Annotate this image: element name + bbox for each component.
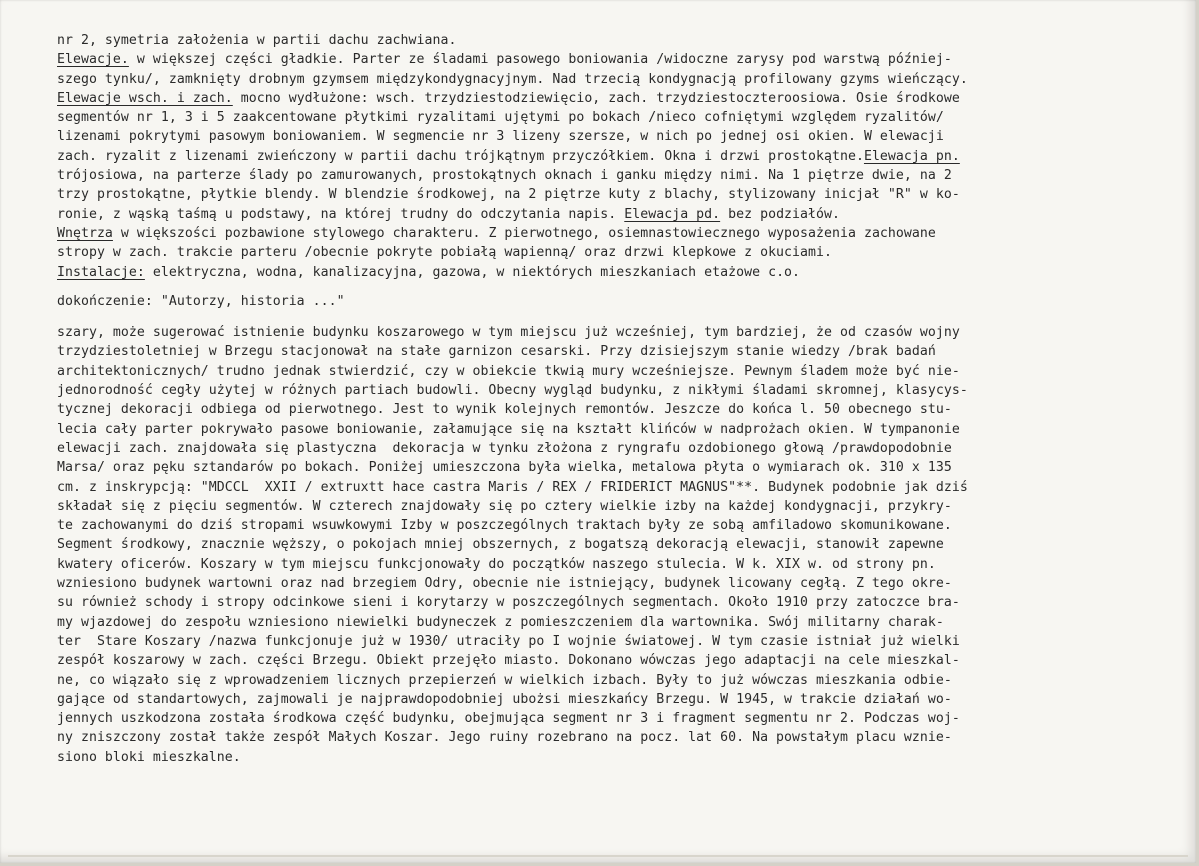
history-line: lecia cały parter pokrywało pasowe boniowanie, załamujące się na kształt klińców w nadprożach okien. W tympanonie xyxy=(57,421,960,437)
description-line xyxy=(57,185,1187,204)
continuation-note: dokończenie: "Autorzy, historia ..." xyxy=(57,293,345,309)
history-line: Segment środkowy, znacznie węższy, o pokojach mniej obszernych, z bogatszą dekoracją elewacji, stanowił zapewne xyxy=(57,537,944,553)
description-line xyxy=(57,243,1187,262)
history-line: ter Stare Koszary /nazwa funkcjonuje już w 1930/ utraciły po I wojnie światowej. W tym czasie istniał już wielki xyxy=(57,633,960,649)
history-line: jennych uszkodzona została środkowa część budynku, obejmująca segment nr 3 i fragment segmentu nr 2. Podczas woj- xyxy=(57,711,960,727)
history-line: gające od standartowych, zajmowali je najprawdopodobniej ubożsi mieszkańcy Brzegu. W 1945, w trakcie działań wo- xyxy=(57,691,952,707)
section-heading: Elewacje wsch. i zach. xyxy=(57,90,233,106)
description-line xyxy=(57,127,1187,146)
text-run: bez podziałów. xyxy=(720,206,840,222)
history-section xyxy=(57,323,1187,767)
section-heading: Elewacja pd. xyxy=(624,206,721,222)
text-run: trójosiowa, na parterze ślady po zamurowanych, prostokątnych oknach i ganku między nimi. Na 1 piętrze dwie, na 2 xyxy=(57,168,952,184)
typewritten-text xyxy=(57,31,1187,767)
description-line xyxy=(57,263,1187,282)
text-run: nr 2, symetria założenia w partii dachu zachwiana. xyxy=(57,33,457,48)
description-line xyxy=(57,89,1187,108)
history-line: składał się z pięciu segmentów. W czterech znajdowały się po cztery wielkie izby na każdej kondygnacji, przykry- xyxy=(57,498,952,514)
text-run: mocno wydłużone: wsch. trzydziestodziewięcio, zach. trzydziestoczteroosiowa. Osie środkowe xyxy=(232,90,960,106)
description-line xyxy=(57,50,1187,69)
history-line: siono bloki mieszkalne. xyxy=(57,749,241,765)
history-line: cm. z inskrypcją: "MDCCL XXII / extruxtt hace castra Maris / REX / FRIDERICT MAGNUS"**. Budynek podobnie jak dziś xyxy=(57,479,968,495)
history-line: jednorodność cegły użytej w różnych partiach budowli. Obecny wygląd budynku, z nikłymi śladami skromnej, klasycys- xyxy=(57,383,968,399)
history-line: my wjazdowej do zespołu wzniesiono niewielki budyneczek z pomieszczeniem dla wartownika. Swój militarny charak- xyxy=(57,614,944,630)
history-line: kwatery oficerów. Koszary w tym miejscu funkcjonowały do początków naszego stulecia. W k. XIX w. od strony pn. xyxy=(57,556,936,572)
text-run: w większości pozbawione stylowego charakteru. Z pierwotnego, osiemnastowiecznego wyposażenia zachowane xyxy=(112,225,936,241)
history-line: trzydziestoletniej w Brzegu stacjonował na stałe garnizon cesarski. Przy dzisiejszym stanie wiedzy /brak badań xyxy=(57,344,936,360)
section-heading: Elewacje. xyxy=(57,52,129,68)
history-line: ny zniszczony został także zespół Małych Koszar. Jego ruiny rozebrano na pocz. lat 60. Na powstałym placu wznie- xyxy=(57,730,952,746)
history-line: szary, może sugerować istnienie budynku koszarowego w tym miejscu już wcześniej, tym bardziej, że od czasów wojny xyxy=(57,325,960,341)
description-line xyxy=(57,224,1187,243)
history-line: elewacji zach. znajdowała się plastyczna dekoracja w tynku złożona z ryngrafu ozdobionego głową /prawdopodobnie xyxy=(57,440,952,456)
history-line: su również schody i stropy odcinkowe sieni i korytarzy w poszczególnych segmentach. Około 1910 przy zatoczce bra- xyxy=(57,595,960,611)
history-line: tycznej dekoracji odbiega od pierwotnego. Jest to wynik kolejnych remontów. Jeszcze do końca l. 50 obecnego stu- xyxy=(57,402,952,418)
text-run: szego tynku/, zamknięty drobnym gzymsem międzykondygnacyjnym. Nad trzecią kondygnacją profilowany gzyms wieńczący. xyxy=(57,71,968,87)
history-line: architektonicznych/ trudno jednak stwierdzić, czy w obiekcie tkwią mury wcześniejsze. Pewnym śladem może być nie- xyxy=(57,363,960,379)
description-line xyxy=(57,205,1187,224)
text-run: w większej części gładkie. Parter ze śladami pasowego boniowania /widoczne zarysy pod warstwą później- xyxy=(128,52,952,68)
text-run: lizenami pokrytymi pasowym boniowaniem. W segmencie nr 3 lizeny szersze, w nich po jednej osi okien. W elewacji xyxy=(57,129,944,145)
description-line xyxy=(57,147,1187,166)
history-line: Marsa/ oraz pęku sztandarów po bokach. Poniżej umieszczona była wielka, metalowa płyta o wymiarach ok. 310 x 135 xyxy=(57,460,952,476)
text-run: zach. ryzalit z lizenami zwieńczony w partii dachu trójkątnym przyczółkiem. Okna i drzwi prostokątne. xyxy=(57,148,864,164)
history-line: ne, co wiązało się z wprowadzeniem licznych przepierzeń w wielkich izbach. Były to już wówczas mieszkania odbie- xyxy=(57,672,952,688)
description-line xyxy=(57,108,1187,127)
description-section xyxy=(57,31,1187,282)
description-line xyxy=(57,166,1187,185)
history-line: te zachowanymi do dziś stropami wsuwkowymi Izby w poszczególnych traktach były ze sobą amfiladowo skomunikowane. xyxy=(57,518,952,534)
text-run: segmentów nr 1, 3 i 5 zaakcentowane płytkimi ryzalitami ujętymi po bokach /nieco cofniętymi względem ryzalitów/ xyxy=(57,110,944,126)
section-heading: Elewacja pn. xyxy=(863,148,960,164)
history-line: wzniesiono budynek wartowni oraz nad brzegiem Odry, obecnie nie istniejący, budynek licowany cegłą. Z tego okre- xyxy=(57,576,952,592)
text-run: elektryczna, wodna, kanalizacyjna, gazowa, w niektórych mieszkaniach etażowe c.o. xyxy=(144,264,801,280)
description-line xyxy=(57,31,1187,50)
history-line: zespół koszarowy w zach. części Brzegu. Obiekt przejęło miasto. Dokonano wówczas jego adaptacji na cele mieszkal- xyxy=(57,653,960,669)
description-line xyxy=(57,70,1187,89)
text-run: ronie, z wąską taśmą u podstawy, na której trudny do odczytania napis. xyxy=(57,206,625,222)
text-run: stropy w zach. trakcie parteru /obecnie pokryte pobiałą wapienną/ oraz drzwi klepkowe z okuciami. xyxy=(57,245,832,261)
section-heading: Wnętrza xyxy=(57,225,113,241)
text-run: trzy prostokątne, płytkie blendy. W blendzie środkowej, na 2 piętrze kuty z blachy, stylizowany inicjał "R" w ko- xyxy=(57,187,960,203)
section-heading: Instalacje: xyxy=(57,264,145,280)
